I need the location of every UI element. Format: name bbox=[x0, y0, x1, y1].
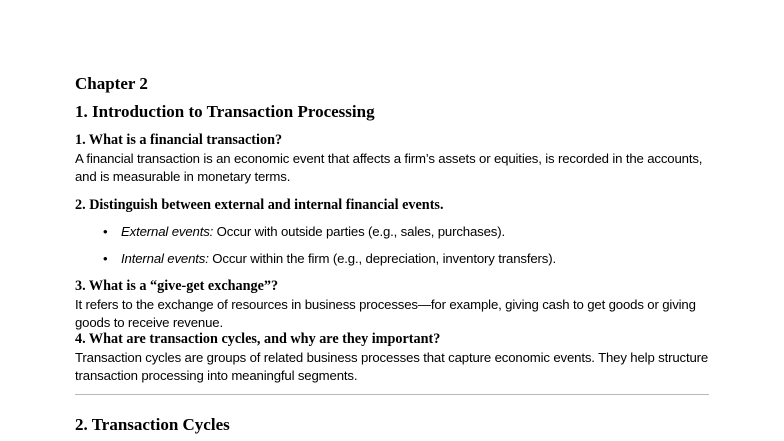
bullet-icon: • bbox=[103, 224, 108, 239]
answer-4: Transaction cycles are groups of related business processes that capture economic events. They help structure transaction processing into meaningful segments. bbox=[75, 350, 709, 383]
bullet-external-events bbox=[103, 224, 505, 239]
bullet-icon: • bbox=[103, 251, 108, 266]
question-1: 1. What is a financial transaction? bbox=[75, 132, 283, 148]
answer-1: A financial transaction is an economic event that affects a firm’s assets or equities, is recorded in the accounts, and is measurable in monetary terms. bbox=[75, 151, 703, 184]
horizontal-divider bbox=[75, 394, 709, 395]
question-3: 3. What is a “give-get exchange”? bbox=[75, 278, 279, 294]
section-title-intro: 1. Introduction to Transaction Processing bbox=[75, 102, 375, 121]
bullet-internal-events bbox=[103, 251, 556, 266]
chapter-heading: Chapter 2 bbox=[75, 74, 148, 93]
bullet-label: Internal events: bbox=[121, 251, 209, 266]
answer-3: It refers to the exchange of resources in business processes—for example, giving cash to get goods or giving goods to receive revenue. bbox=[75, 297, 696, 330]
question-2: 2. Distinguish between external and internal financial events. bbox=[75, 197, 444, 213]
bullet-text: Occur within the firm (e.g., depreciation, inventory transfers). bbox=[208, 251, 556, 266]
bullet-text: Occur with outside parties (e.g., sales, purchases). bbox=[213, 224, 505, 239]
question-4: 4. What are transaction cycles, and why are they important? bbox=[75, 331, 441, 347]
section-title-transaction-cycles: 2. Transaction Cycles bbox=[75, 415, 230, 434]
bullet-label: External events: bbox=[121, 224, 214, 239]
